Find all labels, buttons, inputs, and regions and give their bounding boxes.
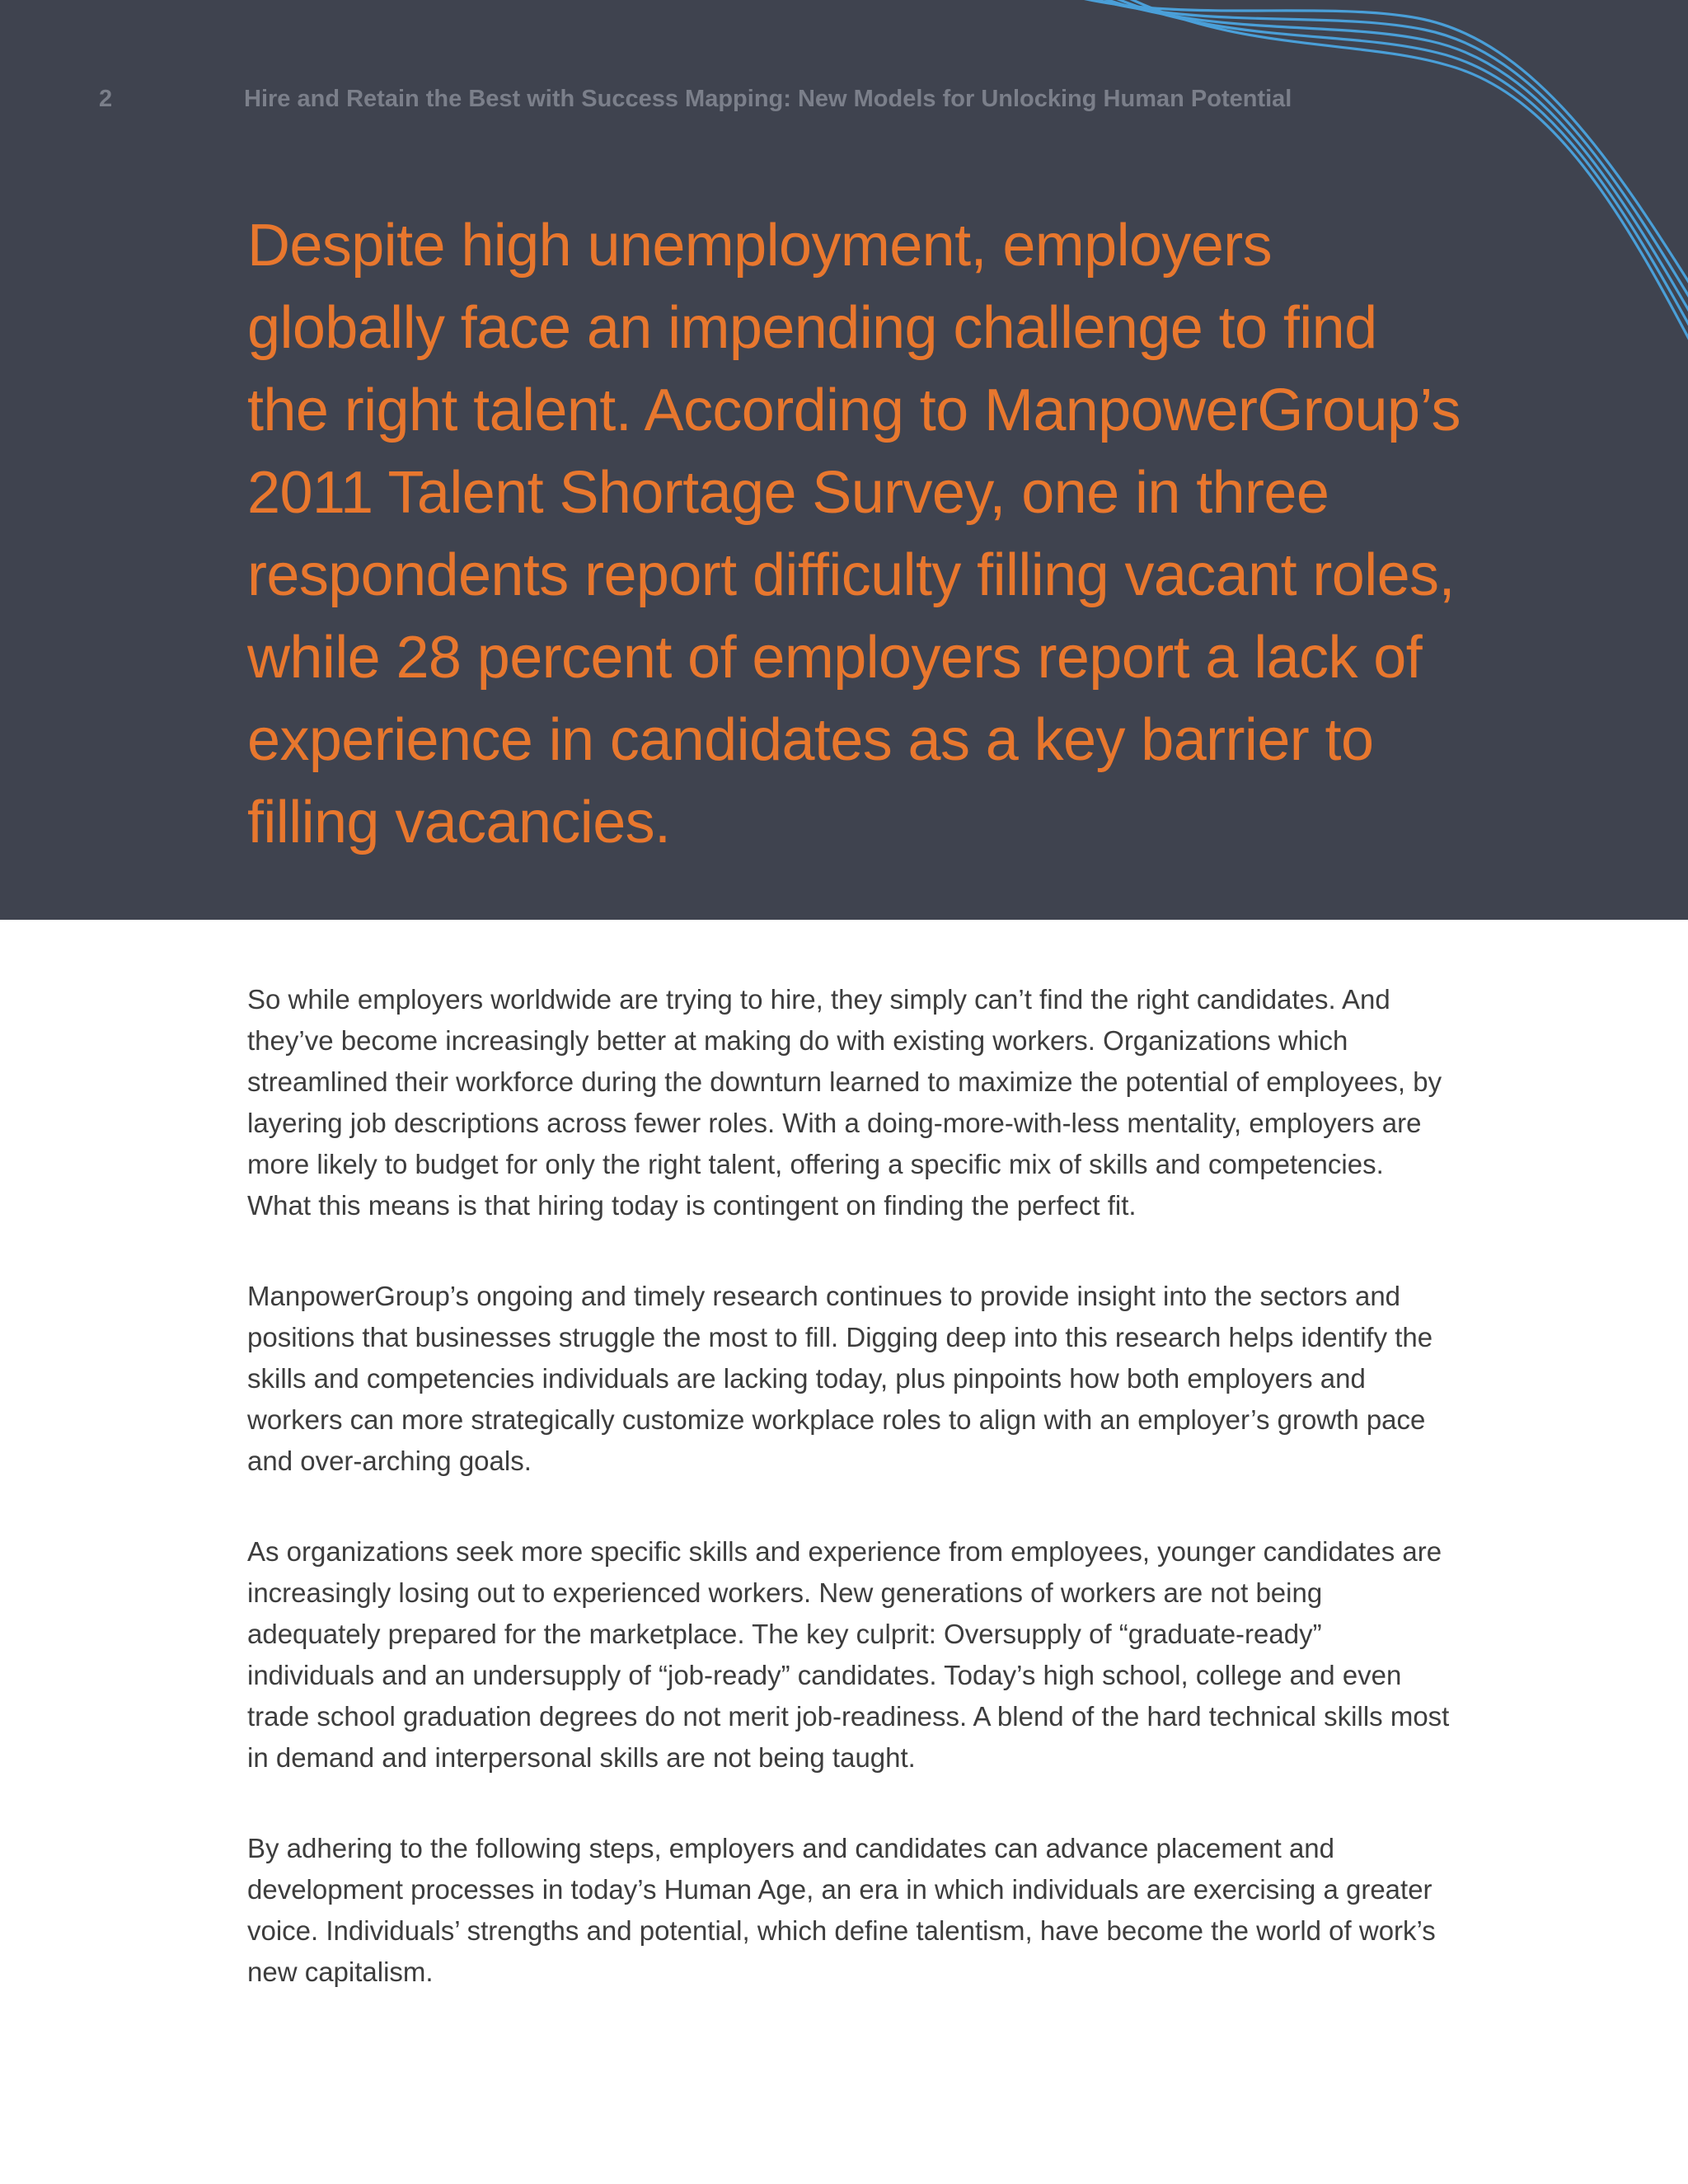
running-header-title: Hire and Retain the Best with Success Mapping: New Models for Unlocking Human Potential <box>244 86 1292 112</box>
body-paragraph: So while employers worldwide are trying to hire, they simply can’t find the right candidates. And they’ve become increasingly better at making do with existing workers. Organizations which streamlined their workforce during the downturn learned to maximize the potential of employees, by layering job descriptions across fewer roles. With a doing-more-with-less mentality, employers are more likely to budget for only the right talent, offering a specific mix of skills and competencies. What this means is that hiring today is contingent on finding the perfect fit. <box>247 984 1442 1221</box>
body-text <box>247 979 1451 2042</box>
page-number: 2 <box>99 86 113 112</box>
pull-quote: Despite high unemployment, employers globally face an impending challenge to find the right talent. According to ManpowerGroup’s 2011 Talent Shortage Survey, one in three respondents report difficulty filling vacant roles, while 28 percent of employers report a lack of experience in candidates as a key barrier to filling vacancies. <box>247 213 1461 855</box>
body-paragraph: As organizations seek more specific skills and experience from employees, younger candidates are increasingly losing out to experienced workers. New generations of workers are not being adequately prepared for the marketplace. The key culprit: Oversupply of “graduate-ready” individuals and an undersupply of “job-ready” candidates. Today’s high school, college and even trade school graduation degrees do not merit job-readiness. A blend of the hard technical skills most in demand and interpersonal skills are not being taught. <box>247 1536 1450 1773</box>
body-paragraph: By adhering to the following steps, employers and candidates can advance placement and development processes in today’s Human Age, an era in which individuals are exercising a greater voice. Individuals’ strengths and potential, which define talentism, have become the world of work’s new capitalism. <box>247 1833 1436 1987</box>
header-band <box>0 0 1688 920</box>
body-paragraph: ManpowerGroup’s ongoing and timely research continues to provide insight into the sectors and positions that businesses struggle the most to fill. Digging deep into this research helps identify the skills and competencies individuals are lacking today, plus pinpoints how both employers and workers can more strategically customize workplace roles to align with an employer’s growth pace and over-arching goals. <box>247 1281 1433 1476</box>
